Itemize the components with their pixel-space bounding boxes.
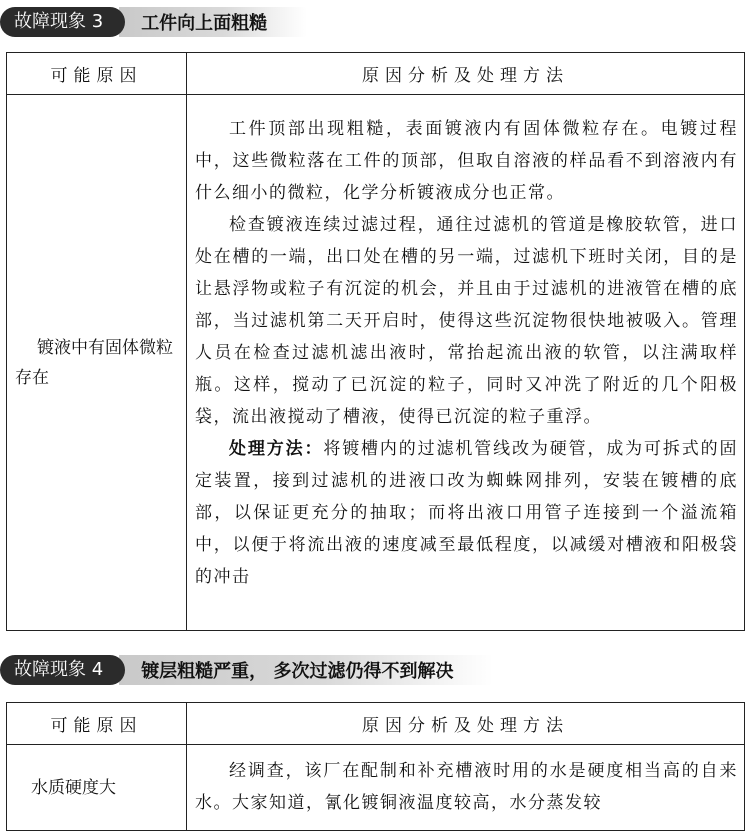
- cause-text: 水质硬度大: [31, 777, 116, 798]
- section-title: 工件向上面粗糙: [119, 7, 307, 37]
- analysis-cell: [187, 95, 745, 631]
- section-title: 镀层粗糙严重， 多次过滤仍得不到解决: [119, 655, 493, 685]
- method-label: 处理方法：: [229, 439, 324, 459]
- cause-cell: [7, 745, 187, 831]
- header-analysis: 原因分析及处理方法: [187, 53, 745, 95]
- fault-table-3: [6, 52, 745, 631]
- analysis-paragraph: 工件顶部出现粗糙，表面镀液内有固体微粒存在。电镀过程中，这些微粒落在工件的顶部，但取自溶液的样品看不到溶液内有什么细小的微粒，化学分析镀液成分也正常。: [195, 119, 738, 203]
- fault-badge: 故障现象 4: [0, 655, 125, 685]
- table-header-row: [7, 703, 745, 745]
- table-header-row: [7, 53, 745, 95]
- cause-text: 镀液中有固体微粒存在: [15, 337, 173, 388]
- cause-cell: [7, 95, 187, 631]
- analysis-paragraph: [195, 433, 738, 593]
- table-row: [7, 95, 745, 631]
- header-cause: 可能原因: [7, 703, 187, 745]
- fault-table-4: [6, 702, 745, 831]
- header-cause: 可能原因: [7, 53, 187, 95]
- section-header-4: [0, 652, 493, 688]
- section-header-3: [0, 4, 307, 40]
- header-analysis: 原因分析及处理方法: [187, 703, 745, 745]
- analysis-paragraph: 检查镀液连续过滤过程，通往过滤机的管道是橡胶软管，进口处在槽的一端，出口处在槽的另一端，过滤机下班时关闭，目的是让悬浮物或粒子有沉淀的机会，并且由于过滤机的进液管在槽的底部，当过滤机第二天开启时，使得这些沉淀物很快地被吸入。管理人员在检查过滤机滤出液时，常抬起流出液的软管，以注满取样瓶。这样，搅动了已沉淀的粒子，同时又冲洗了附近的几个阳极袋，流出液搅动了槽液，使得已沉淀的粒子重浮。: [195, 215, 738, 427]
- fault-badge: 故障现象 3: [0, 7, 125, 37]
- analysis-paragraph: 经调查，该厂在配制和补充槽液时用的水是硬度相当高的自来水。大家知道，氰化镀铜液温度较高，水分蒸发较: [195, 761, 738, 813]
- method-text: 将镀槽内的过滤机管线改为硬管，成为可拆式的固定装置，接到过滤机的进液口改为蜘蛛网排列，安装在镀槽的底部，以保证更充分的抽取；而将出液口用管子连接到一个溢流箱中，以便于将流出液的速度减至最低程度，以减缓对槽液和阳极袋的冲击: [195, 439, 739, 587]
- analysis-cell: [187, 745, 745, 831]
- table-row: [7, 745, 745, 831]
